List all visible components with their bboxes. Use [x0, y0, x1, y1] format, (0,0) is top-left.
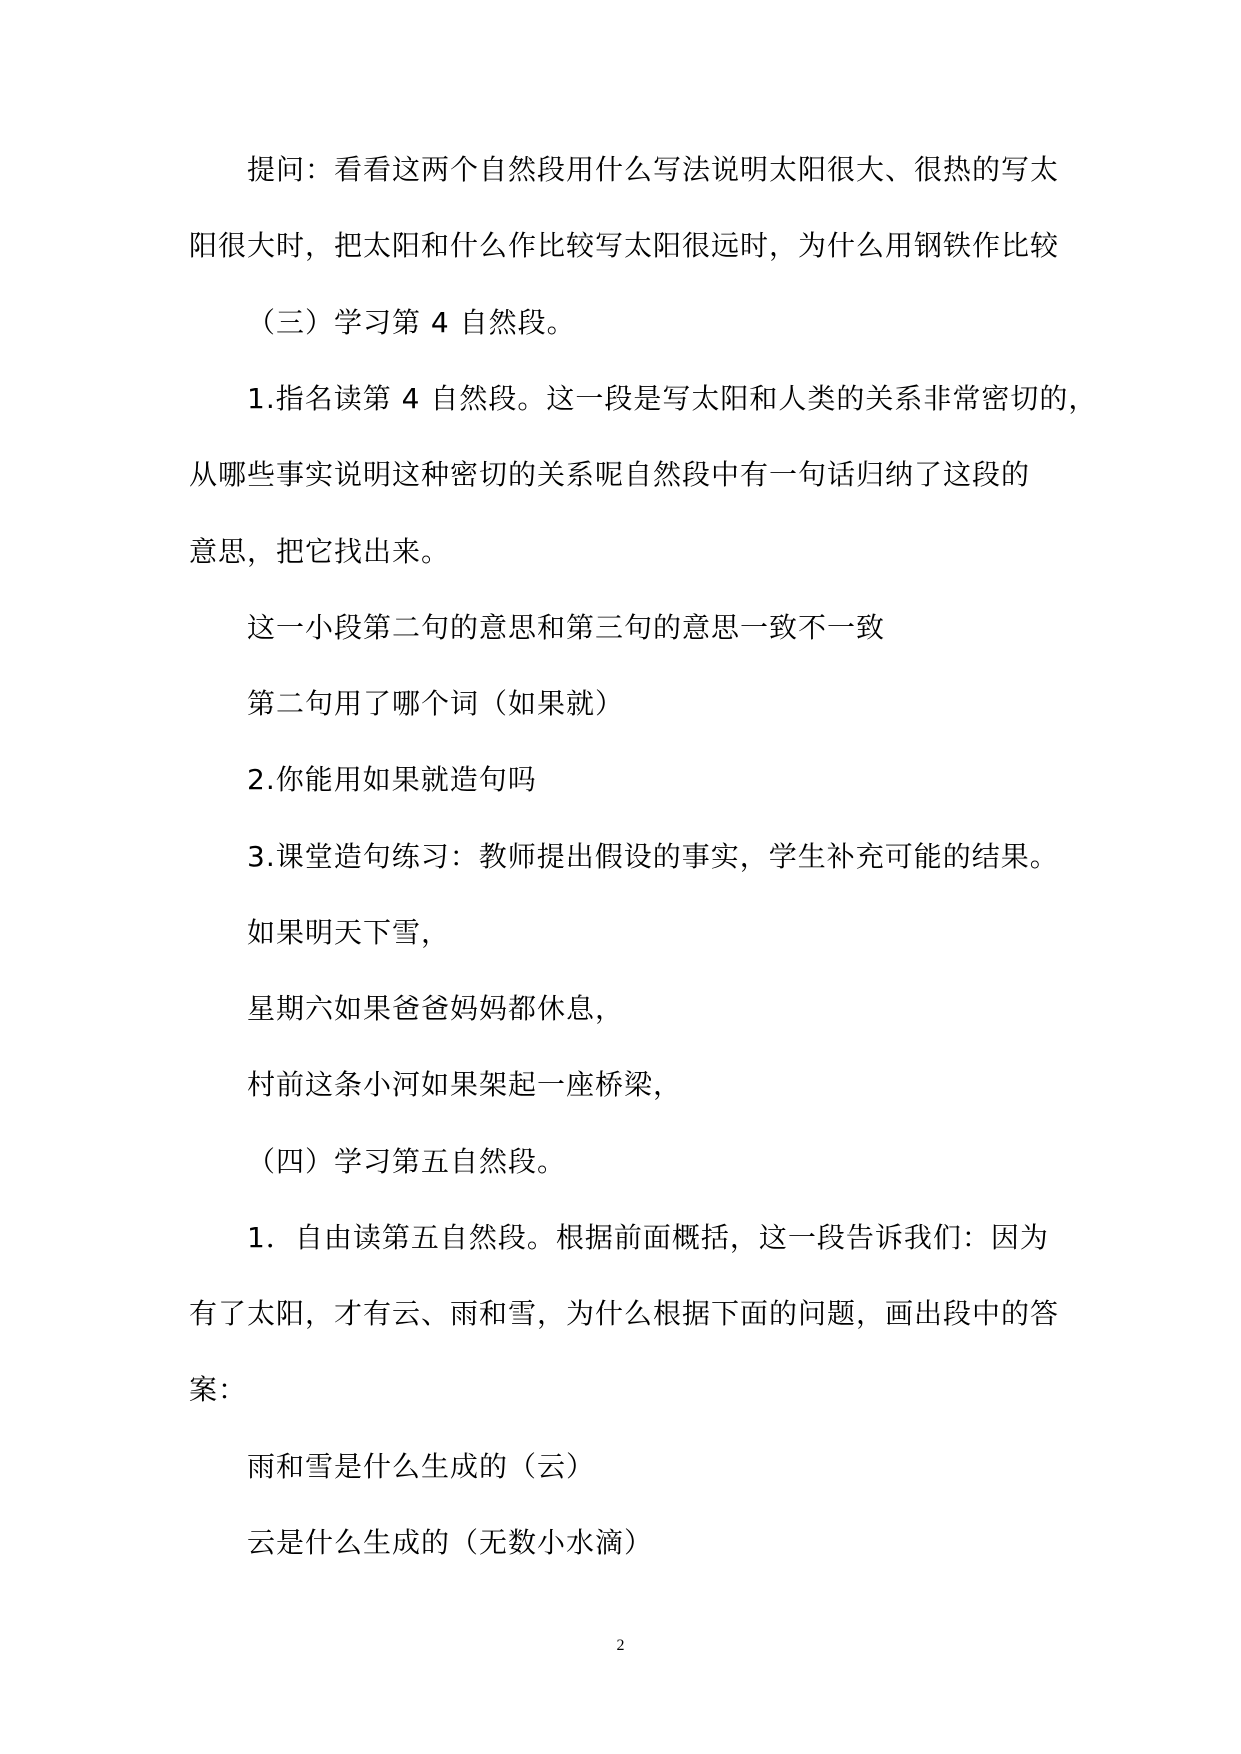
- text-line: 这一小段第二句的意思和第三句的意思一致不一致: [247, 611, 886, 644]
- text-line: 2.你能用如果就造句吗: [247, 763, 537, 796]
- text-line: 云是什么生成的（无数小水滴）: [247, 1526, 654, 1559]
- text-line: 村前这条小河如果架起一座桥梁，: [247, 1068, 683, 1101]
- text-line: 1.指名读第 4 自然段。这一段是写太阳和人类的关系非常密切的，: [247, 382, 1098, 415]
- text-line: 雨和雪是什么生成的（云）: [247, 1450, 596, 1483]
- text-line: 如果明天下雪，: [247, 916, 451, 949]
- text-line: 意思，把它找出来。: [189, 535, 451, 568]
- text-line: 3.课堂造句练习：教师提出假设的事实，学生补充可能的结果。: [247, 840, 1059, 873]
- text-line: 星期六如果爸爸妈妈都休息，: [247, 992, 625, 1025]
- text-line: 从哪些事实说明这种密切的关系呢自然段中有一句话归纳了这段的: [189, 458, 1031, 491]
- text-line: 有了太阳，才有云、雨和雪，为什么根据下面的问题，画出段中的答: [189, 1297, 1060, 1330]
- text-line: 提问：看看这两个自然段用什么写法说明太阳很大、很热的写太: [247, 153, 1060, 186]
- section-heading: （三）学习第 4 自然段。: [247, 306, 576, 339]
- text-line: 案：: [189, 1373, 248, 1406]
- text-line: 1．自由读第五自然段。根据前面概括，这一段告诉我们：因为: [247, 1221, 1049, 1254]
- section-heading: （四）学习第五自然段。: [247, 1145, 567, 1178]
- text-line: 第二句用了哪个词（如果就）: [247, 687, 625, 720]
- text-line: 阳很大时，把太阳和什么作比较写太阳很远时，为什么用钢铁作比较: [189, 229, 1060, 262]
- page-number: 2: [616, 1637, 625, 1654]
